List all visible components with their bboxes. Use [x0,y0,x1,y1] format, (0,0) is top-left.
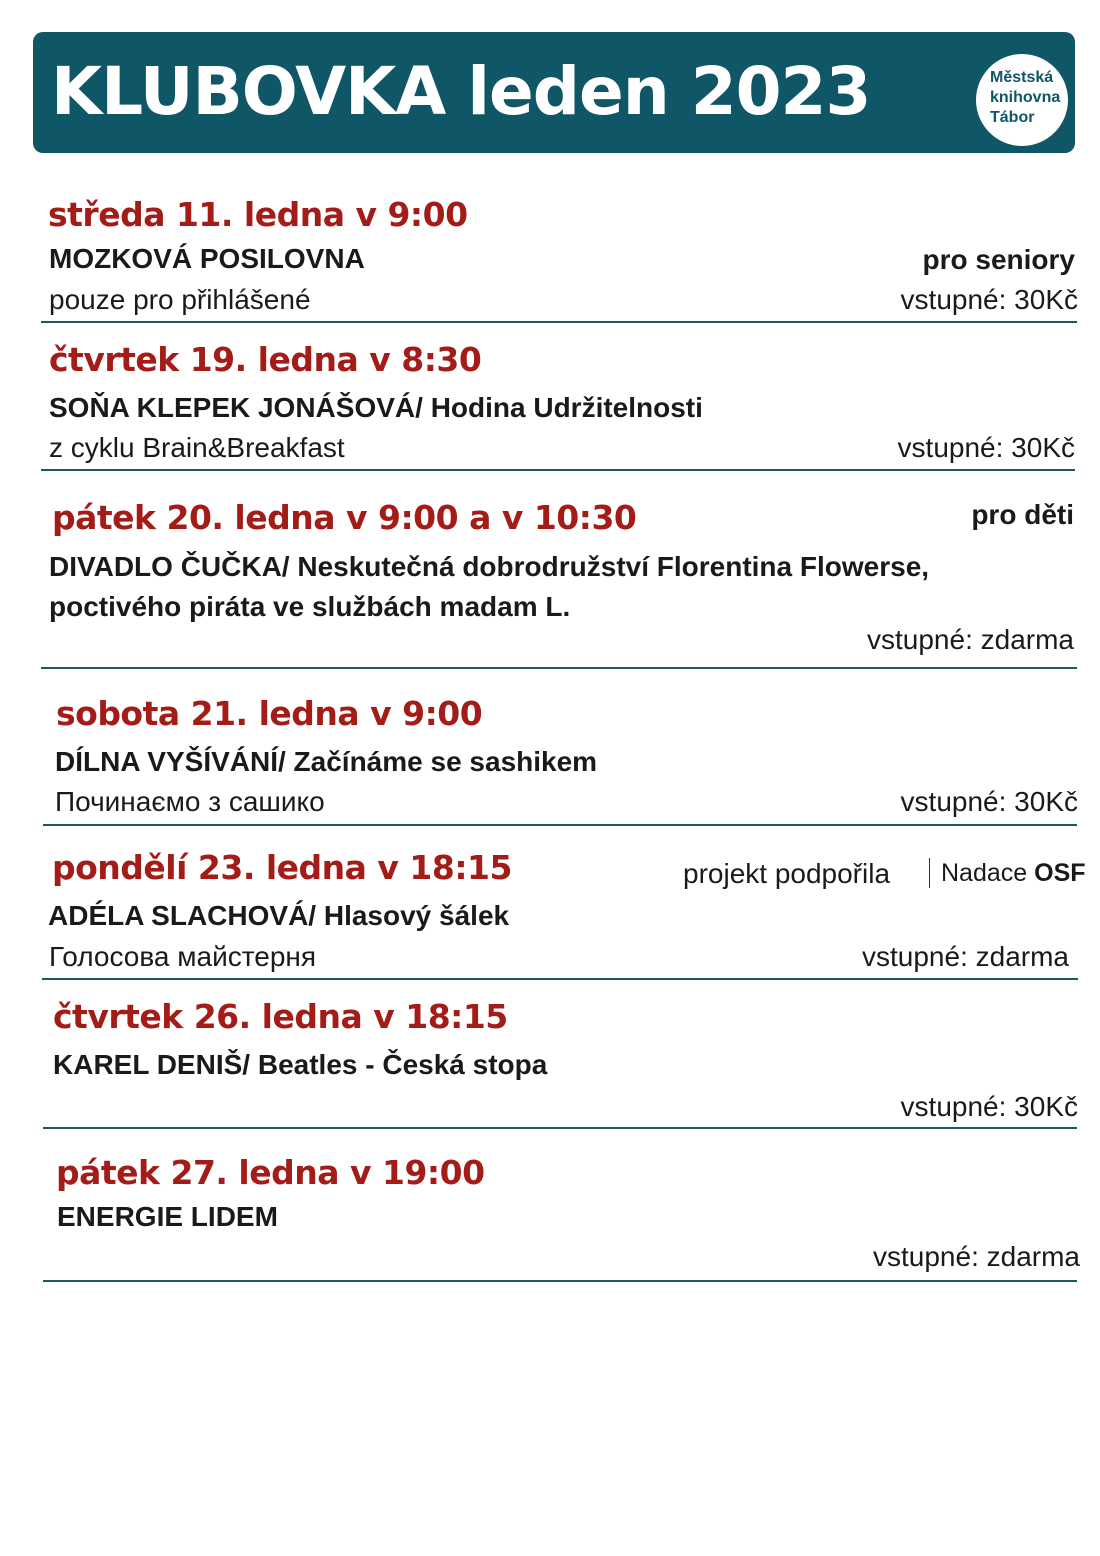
event-1-date: středa 11. ledna v 9:00 [48,195,468,234]
event-4-title: DÍLNA VYŠÍVÁNÍ/ Začínáme se sashikem [55,746,598,777]
event-2-price: vstupné: 30Kč [897,432,1075,463]
event-3-title-line-2: poctivého piráta ve službách madam L. [49,591,571,622]
event-1-price: vstupné: 30Kč [900,284,1078,315]
event-5-title: ADÉLA SLACHOVÁ/ Hlasový šálek [48,900,510,931]
library-logo [976,54,1068,146]
event-6-title: KAREL DENIŠ/ Beatles - Česká stopa [53,1049,548,1080]
page-title: KLUBOVKA leden 2023 [51,53,871,130]
divider-5 [42,978,1078,980]
event-3-title-line-1: DIVADLO ČUČKA/ Neskutečná dobrodružství Florentina Flowerse, [49,551,930,582]
osf-logo-bold: OSF [1034,859,1086,887]
event-4-note: Починаємо з сашико [55,786,325,817]
event-5-price: vstupné: zdarma [862,941,1069,972]
divider-7 [43,1280,1077,1282]
event-2-note: z cyklu Brain&Breakfast [49,432,345,463]
event-3-audience: pro děti [971,499,1074,530]
event-6-price: vstupné: 30Kč [900,1091,1078,1122]
logo-line-1: Městská [990,69,1054,86]
event-4-price: vstupné: 30Kč [900,786,1078,817]
divider-1 [41,321,1077,323]
sponsor-credit [683,857,890,891]
event-3-date: pátek 20. ledna v 9:00 a v 10:30 [52,498,637,537]
event-3-price: vstupné: zdarma [867,624,1074,655]
divider-3 [41,667,1077,669]
event-5-note: Голосова майстерня [49,941,317,972]
header-banner [33,32,1075,153]
divider-4 [43,824,1077,826]
sponsor-separator [929,858,930,888]
divider-2 [41,469,1075,471]
event-1-title: MOZKOVÁ POSILOVNA [49,243,365,274]
event-4-date: sobota 21. ledna v 9:00 [56,694,483,733]
logo-line-2: knihovna [990,89,1061,106]
event-7-date: pátek 27. ledna v 19:00 [56,1153,485,1192]
divider-6 [43,1127,1077,1129]
event-6-date: čtvrtek 26. ledna v 18:15 [53,997,508,1036]
event-7-price: vstupné: zdarma [873,1241,1080,1272]
event-5-date: pondělí 23. ledna v 18:15 [52,848,512,887]
event-2-date: čtvrtek 19. ledna v 8:30 [49,340,482,379]
event-1-audience: pro seniory [922,244,1075,275]
event-2-title: SOŇA KLEPEK JONÁŠOVÁ/ Hodina Udržitelnosti [49,392,703,423]
osf-logo [941,856,1086,890]
event-1-note: pouze pro přihlášené [49,284,311,315]
logo-line-3: Tábor [990,109,1035,126]
osf-logo-regular: Nadace [941,859,1035,887]
event-7-title: ENERGIE LIDEM [57,1201,278,1232]
sponsor-label: projekt podpořila [683,858,891,889]
